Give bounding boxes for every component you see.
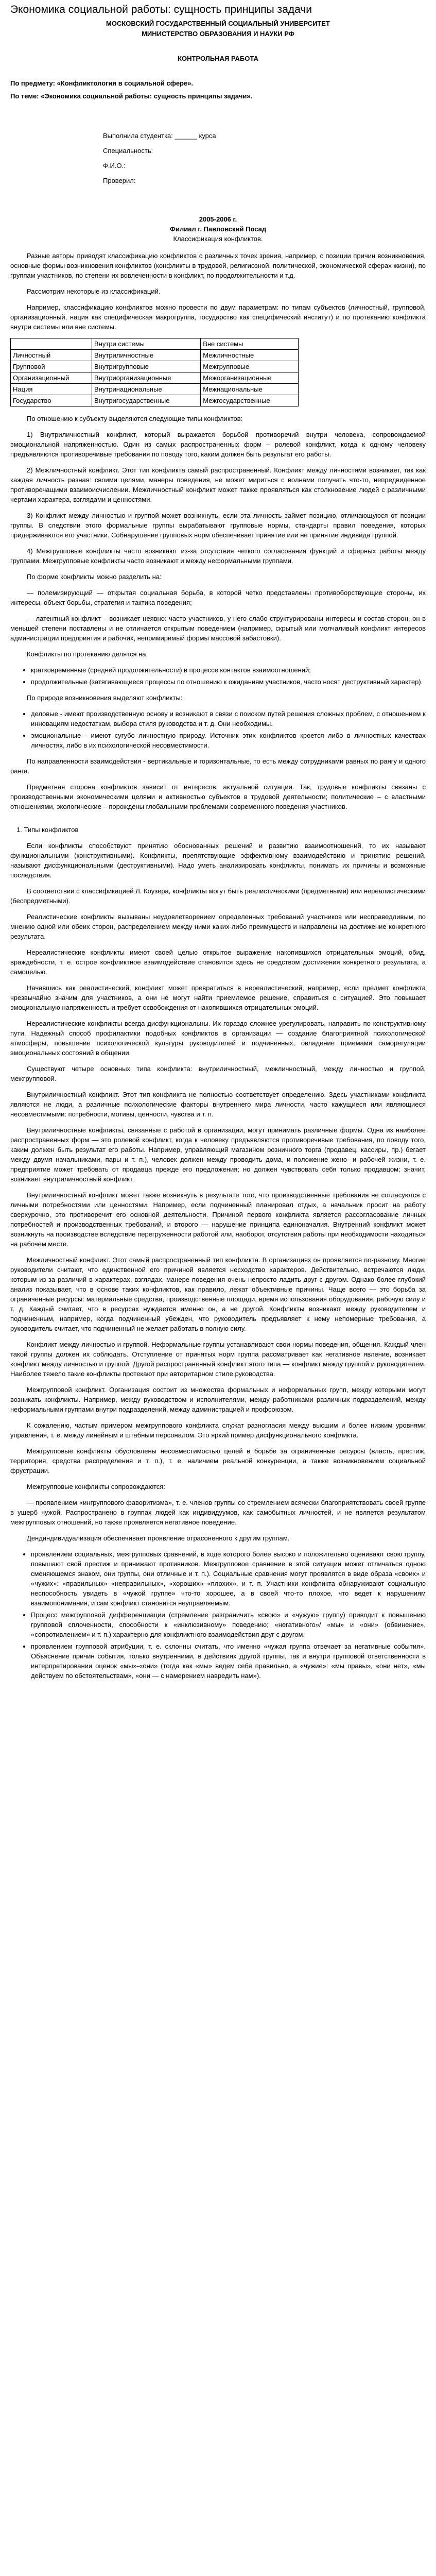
table-cell: Групповой <box>11 361 92 372</box>
table-cell: Внутриорганизационные <box>92 372 201 384</box>
table-cell: Внутриличностные <box>92 350 201 361</box>
table-cell: Межорганизационные <box>201 372 299 384</box>
table-cell: Вне системы <box>201 338 299 350</box>
paragraph: Дендиндивидуализация обеспечивает проявление отрасоненного к другим группам. <box>27 1534 290 1542</box>
paragraph: По направленности взаимодействия - вертикальные и горизонтальные, то есть между сотрудниками равных по рангу и одного ранга. <box>10 757 426 775</box>
paragraph: 4) Межгрупповые конфликты часто возникают из-за отсутствия четкого согласования функций и сферных работы между группами. Межгрупповые конфликты часто возникают и между неформальными группами. <box>10 547 426 565</box>
paragraph: Начавшись как реалистический, конфликт может превратиться в нереалистический, например, если предмет конфликта чрезвычайно значим для участников, а они не могут найти приемлемое решение, справиться с ситуацией. Это повышает эмоциональную напряженность и требует освобождения от накопившихся отрицательных эмоций. <box>10 984 426 1011</box>
table-cell: Нация <box>11 384 92 395</box>
list-item: • кратковременные (средней продолжительности) в процессе контактов взаимоотношений; <box>31 665 426 675</box>
paragraph: К сожалению, частым примером межгруппового конфликта служат разногласия между высшим и более низким уровнями управления, т. е. между линейным и штабным персоналом. Это яркий пример дисфункционального конфликта. <box>10 1421 426 1439</box>
list-item: • проявлением социальных, межгрупповых сравнений, в ходе которого более высоко и положительно оценивают свою группу, повышают свой престиж и принижают противников. Межгрупповое сравнение в этой ситуации может отличаться одною сменяющемся знаком, они группы, они отличные и т. п.). Социальные сравнения могут проявлятся в виде образа «своих» и «чужих»: «правильных»–«неправильных», «хороших»–«плохих», и т. п. Участники конфликта обнаруживают социальную неспособность увидеть в «чужой группе» что-то хорошее, а в своей что-то плохое, что ведет к нарушениям взаимопонимания, и сам конфликт становится неуправляемым. <box>31 1549 426 1608</box>
list-item: • проявлением групповой атрибуции, т. е. склонны считать, что именно «чужая группа отвечает за негативные события». Объяснение причин события, только внутренними, в действиях другой группы, так и внутри групповой ответственности в интерпретировании оценок «мы»-«они» (тогда как «мы» ведем себя правильно, а «чужие»: «мы правы», «они нет», «мы действуем по обстоятельствам», «они — с намерением навредить нам»). <box>31 1641 426 1681</box>
classification-title: Классификация конфликтов. <box>173 235 263 243</box>
performer-name: Ф.И.О.: <box>103 162 126 170</box>
performer-student: Выполнила студентка: ______ курса <box>103 132 216 140</box>
paragraph: По отношению к субъекту выделяются следующие типы конфликтов: <box>27 415 243 422</box>
paragraph: — полемизирующий — открытая социальная борьба, в которой четко представлены противоборствующие стороны, их интересы, объект борьбы, стратегия и тактика поведения; <box>10 589 426 606</box>
ministry-name: МИНИСТЕРСТВО ОБРАЗОВАНИЯ И НАУКИ РФ <box>142 30 294 38</box>
paragraph: Рассмотрим некоторые из классификаций. <box>27 287 161 295</box>
nature-list <box>10 709 426 750</box>
intergroup-list <box>10 1549 426 1681</box>
table-row <box>11 384 299 395</box>
paragraph: Например, классификацию конфликтов можно провести по двум параметрам: по типам субъектов (личностный, групповой, организационный, нация как специфическая макрогруппа, государство как специфический институт) и по протеканию конфликта внутри системы или вне системы. <box>10 303 426 331</box>
table-row <box>11 361 299 372</box>
paragraph: В соответствии с классификацией Л. Коузера, конфликты могут быть реалистическими (предметными) или нереалистическими (беспредметными). <box>10 887 426 905</box>
paragraph: Межгрупповой конфликт. Организация состоит из множества формальных и неформальных групп, между которыми могут возникать конфликты. Например, между руководством и исполнителями, между работниками различных подразделений, между неформальными группами внутри подразделений, между администрацией и профсоюзом. <box>10 1386 426 1413</box>
paragraph: 3) Конфликт между личностью и группой может возникнуть, если эта личность займет позицию, отличающуюся от позиции группы. В следствии этого формальные группы вырабатывают групповые нормы, стандарты правил поведения, которых придерживаются его участники. Собнарушение групповых норм обеспечивает принятие или не принятие индивида группой. <box>10 512 426 539</box>
list-item: • деловые - имеют производственную основу и возникают в связи с поиском путей решения сложных проблем, с отношением к инновациям недостаткам, выбора стиля руководства и т. д. Они необходимы. <box>31 709 426 728</box>
table-row <box>11 395 299 406</box>
paragraph: Внутриличностный конфликт. Этот тип конфликта не полностью соответствует определению. Здесь участниками конфликта являются не люди, а различные психологические факторы внутреннего мира личности, часто кажущиеся или являющиеся несовместимыми: потребности, мотивы, ценности, чувства и т. п. <box>10 1091 426 1118</box>
list-item: • Процесс межгрупповой дифференциации (стремление разграничить «свою» и «чужую» группу) приводит к повышению групповой сплоченности, способности к «инклюзивному» поведению; «негативного»/ «мы» и «они» (обвинение», «сопротивлением» и т. п.) характерно для конфликтного взаимодействия друг с другом. <box>31 1610 426 1639</box>
paragraph: Внутриличностный конфликт может также возникнуть в результате того, что производственные требования не согласуются с личными потребностями или ценностями. Например, если подчиненный планировал отдых, а начальник просит на работу сверхурочно, это противоречит его основной деятельности. Причиной первого конфликта является рассогласование личных потребностей и производственных требований, и второго — нарушение принципа единоначалия. Внутренний конфликт может возникнуть на производстве вследствие перегруженности работой или, наоборот, отсутствия работы при необходимости находиться на рабочем месте. <box>10 1191 426 1248</box>
paragraph: Существуют четыре основных типа конфликта: внутриличностный, межличностный, между личностью и группой, межгрупповой. <box>10 1065 426 1082</box>
paragraph: Реалистические конфликты вызываны неудовлетворением определенных требований участников или несправедливым, по мнению одной или обеих сторон, распределением между ними каких-либо преимуществ и направлены на достижение конкретного результата. <box>10 913 426 940</box>
table-row <box>11 372 299 384</box>
paragraph: — проявлением «ингруппового фаворитизма», т. е. членов группы со стремлением всячески благоприятствовать своей группе в ущерб чужой. Распространено в группах людей как индивидуумов, как самобытных личностей, и не является результатом межгрупповых отношений, но также проявляется негативное поведение. <box>10 1499 426 1526</box>
table-row <box>11 350 299 361</box>
list-item: • продолжительные (затягивающиеся процессы по отношению к ожиданиям участников, часто носят деструктивный характер). <box>31 677 426 687</box>
section-heading: 1. Типы конфликтов <box>16 826 79 834</box>
paragraph: Разные авторы приводят классификацию конфликтов с различных точек зрения, например, с позиции причин возникновения, основные формы возникновения конфликтов (конфликты в трудовой, религиозной, политической, экономической сферах жизни), по группам участников, по степени их вовлеченности в конфликт, по продолжительности и т.д. <box>10 252 426 279</box>
table-cell: Внутригрупповые <box>92 361 201 372</box>
paragraph: Предметная сторона конфликтов зависит от интересов, актуальной ситуации. Так, трудовые конфликты связаны с производственными экономическими целями и активностью субъектов в трудовой деятельности; политические – с властными отношениями, экологические – порождены глобальными проблемами современного поведения участников. <box>10 783 426 810</box>
table-cell: Внутригосударственные <box>92 395 201 406</box>
performer-checked: Проверил: <box>103 177 136 184</box>
table-cell: Личностный <box>11 350 92 361</box>
table-row <box>11 338 299 350</box>
paragraph: По форме конфликты можно разделить на: <box>27 573 162 581</box>
branch: Филиал г. Павловский Посад <box>169 225 267 233</box>
paragraph: 1) Внутриличностный конфликт, который выражается борьбой противоречий внутри человека, сопровождаемой эмоциональной напряженностью. Один из самых распространенных форм – ролевой конфликт, когда к одному человеку предъявляются противоречивые требования по поводу того, каким должен быть результат его работы. <box>10 431 426 458</box>
table-cell: Внутри системы <box>92 338 201 350</box>
table-cell <box>11 338 92 350</box>
table-cell: Государство <box>11 395 92 406</box>
paragraph: Если конфликты способствуют принятию обоснованных решений и развитию взаимоотношений, то их называют функциональными (конструктивными). Конфликты, препятствующие эффективному взаимодействию и принятию решений, называют дисфункциональными (деструктивными). Надо уметь анализировать конфликты, понимать их причины и возможные последствия. <box>10 842 426 879</box>
table-cell: Межгосударственные <box>201 395 299 406</box>
table-cell: Внутринациональные <box>92 384 201 395</box>
paragraph: Внутриличностные конфликты, связанные с работой в организации, могут принимать различные формы. Одна из наиболее распространенных форм — это ролевой конфликт, когда к человеку предъявляются противоречивые требования, по поводу того, каким должен быть результат его работы. Например, управляющий магазином розничного торга (продавец, кассиры, пр.) бегает между двумя начальниками, пары и т. п.), человек должен между проводить дома, и положение жено- и рабочей жизни, т. е. предприятие может требовать от продавца прежде его предложения; но должен чувствовать себя только продавцом; значит, возникает внутриличностный конфликт. <box>10 1126 426 1183</box>
subject-line: По предмету: «Конфликтология в социальной сфере». <box>10 79 194 87</box>
performer-specialty: Специальность: <box>103 147 153 155</box>
paragraph: По природе возникновения выделяют конфликты: <box>27 694 183 702</box>
paragraph: Межгрупповые конфликты обусловлены несовместимостью целей в борьбе за ограниченные ресурсы (власть, престиж, территория, средства распределения и т. п.), т. е. наличием реальной конкуренции, а также возникновением социальной фрустрации. <box>10 1447 426 1475</box>
document-title: Экономика социальной работы: сущность принципы задачи <box>10 4 312 15</box>
paragraph: Межгрупповые конфликты сопровождаются: <box>27 1483 165 1490</box>
list-item: • эмоциональные - имеют сугубо личностную природу. Источник этих конфликтов кроется либо в личностных качествах личностях, либо в их психологической несовместимости. <box>31 731 426 750</box>
duration-list <box>10 665 426 687</box>
topic-line: По теме: «Экономика социальной работы: сущность принципы задачи». <box>10 92 253 100</box>
paragraph: Нереалистические конфликты имеют своей целью открытое выражение накопившихся отрицательных эмоций, обид, враждебности, т. е. острое конфликтное взаимодействие становится здесь не средством достижения конкретного результата, а самоцелью. <box>10 948 426 976</box>
paragraph: Межличностный конфликт. Этот самый распространенный тип конфликта. В организациях он проявляется по-разному. Многие руководители считают, что единственной его причиной является несходство характеров. Действительно, встречаются люди, которым из-за различий в характерах, взглядах, манере поведения очень непросто ладить друг с другом. Однако более глубокий анализ показывает, что в основе таких конфликтов, как правило, лежат объективные причины. Чаще всего — это борьба за ограниченные ресурсы: материальные средства, производственные площади, время использования оборудования, рабочую силу и т. д. Каждый считает, что в ресурсах нуждается именно он, а не другой. Конфликты возникают между руководителем и подчиненным, например, когда подчиненный убежден, что руководитель предъявляет к нему непомерные требования, а руководитель считает, что подчиненный не желает работать в полную силу. <box>10 1256 426 1332</box>
table-cell: Межличностные <box>201 350 299 361</box>
paragraph: Конфликты по протеканию делятся на: <box>27 650 148 658</box>
paragraph: 2) Межличностный конфликт. Этот тип конфликта самый распространенный. Конфликт между личностями возникает, так как каждая личность разная: своими целями, манеры поведения, не может мириться с волнами получать что-то, непредвиденное противоречащими взаимоисчислении. Межличностный конфликт может также проявляться как столкновение людей с различными чертами характера, взглядами и ценностями. <box>10 466 426 503</box>
university-name: МОСКОВСКИЙ ГОСУДАРСТВЕННЫЙ СОЦИАЛЬНЫЙ УНИВЕРСИТЕТ <box>106 20 330 27</box>
table-cell: Организационный <box>11 372 92 384</box>
work-type: КОНТРОЛЬНАЯ РАБОТА <box>178 55 258 62</box>
paragraph: Нереалистические конфликты всегда дисфункциональны. Их гораздо сложнее урегулировать, направить по конструктивному пути. Надежный способ профилактики подобных конфликтов в организации — создание благоприятной психологической атмосферы, повышение психологической культуры руководителей и подчиненных, овладение приемами саморегуляции эмоциональных состояний в общении. <box>10 1020 426 1057</box>
year: 2005-2006 г. <box>199 215 237 223</box>
table-cell: Межгрупповые <box>201 361 299 372</box>
paragraph: — латентный конфликт – возникает неявно: часто участников, у него слабо структурированы интересы и состав сторон, он в меньшей степени поставлены и не отличается открытым поведением (например, скрытый или молчаливый конфликт интересов администрации предприятия и рабочих, непримиримый формы массовой забастовки). <box>10 615 426 642</box>
conflict-classification-table <box>10 338 299 406</box>
paragraph: Конфликт между личностью и группой. Неформальные группы устанавливают свои нормы поведения, общения. Каждый член такой группы должен их соблюдать. Отступление от принятых норм группа рассматривает как негативное явление, возникает конфликт между личностью и группой. Другой распространенный конфликт этого типа — конфликт между группой и руководителем. Наиболее тяжело такие конфликты протекают при авторитарном стиле руководства. <box>10 1341 426 1378</box>
table-cell: Межнациональные <box>201 384 299 395</box>
performer-block <box>103 131 426 185</box>
